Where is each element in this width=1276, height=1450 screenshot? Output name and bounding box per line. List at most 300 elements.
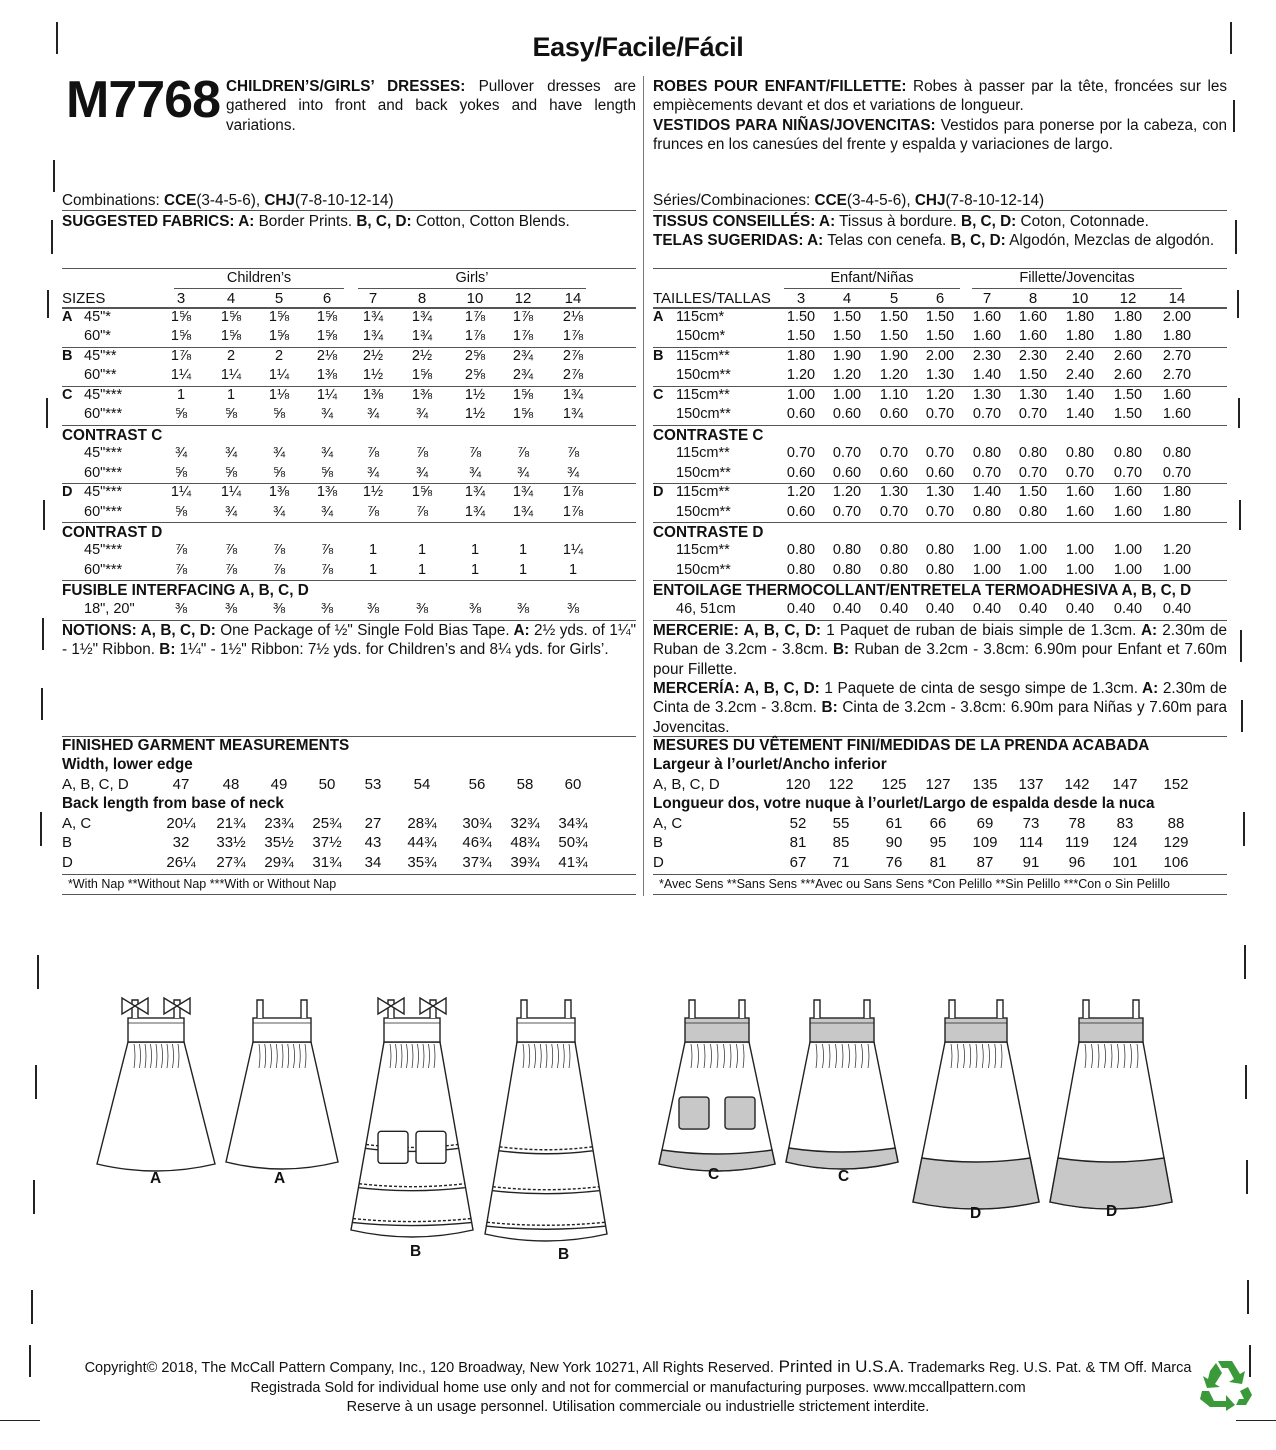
back-length-label: Longueur dos, votre nuque à l’ourlet/Largo de espalda desde la nuca xyxy=(653,795,1155,812)
table-cell: 1.20 xyxy=(879,367,909,384)
table-cell: ⅞ xyxy=(272,542,286,559)
rule xyxy=(784,288,960,289)
description-en-text: Pullover dresses are gathered into front and back yokes and have length variations. xyxy=(226,78,636,134)
fabrics-heading: TISSUS CONSEILLÉS: xyxy=(653,213,816,230)
measurement-cell: 54 xyxy=(413,776,431,793)
table-cell: 2⅞ xyxy=(562,367,584,384)
table-cell: 1¾ xyxy=(362,309,384,325)
fabrics-en xyxy=(62,212,570,231)
table-cell: 2.40 xyxy=(1065,347,1095,364)
table-cell: 1¾ xyxy=(464,484,486,501)
row-label: B xyxy=(653,834,664,852)
table-cell: 1¾ xyxy=(411,328,433,345)
table-cell: 0.80 xyxy=(925,542,955,559)
table-cell: ⅞ xyxy=(224,542,238,559)
table-cell: 1 xyxy=(176,386,186,403)
measurement-cell: 35¾ xyxy=(407,853,437,871)
view-label: A xyxy=(62,309,73,325)
table-cell: ⅝ xyxy=(224,464,238,481)
dress-drawing-B-back xyxy=(485,1000,607,1241)
table-cell: 1⅞ xyxy=(512,328,534,345)
dress-drawing-C-back xyxy=(786,1000,898,1169)
table-cell: 1⅞ xyxy=(562,328,584,345)
table-cell: 2.30 xyxy=(972,347,1002,364)
table-cell: 0.40 xyxy=(1065,600,1095,617)
notions-es xyxy=(653,679,1227,737)
table-cell: 1.60 xyxy=(1065,503,1095,520)
table-cell: ¾ xyxy=(366,406,380,423)
table-cell: 1.30 xyxy=(925,484,955,501)
row-label: A, B, C, D xyxy=(653,776,720,793)
table-cell: 1.80 xyxy=(1162,328,1192,345)
table-cell: 2⅛ xyxy=(562,309,584,325)
table-cell: 1.20 xyxy=(832,484,862,501)
description-fr xyxy=(653,77,1227,116)
rule xyxy=(62,580,636,581)
row-label: A, C xyxy=(62,815,92,832)
nap-footnote: *With Nap **Without Nap ***With or Without Nap xyxy=(68,877,337,891)
measurement-cell: 50¾ xyxy=(558,834,588,852)
table-cell: 1⅝ xyxy=(411,367,433,384)
table-cell: 1.40 xyxy=(1065,406,1095,423)
rule xyxy=(653,268,1227,269)
measurement-cell: 44¾ xyxy=(407,834,437,852)
table-cell: 0.80 xyxy=(786,542,816,559)
measurement-cell: 21¾ xyxy=(216,815,246,832)
notion-text: 2.30m de Cinta de 3.2cm - 3.8cm. xyxy=(653,680,1228,717)
table-cell: 2.60 xyxy=(1113,367,1143,384)
size-header: 3 xyxy=(176,290,186,307)
measurement-cell: 106 xyxy=(1163,853,1189,871)
notions-fr xyxy=(653,621,1227,679)
table-cell: 0.40 xyxy=(786,600,816,617)
view-caption: C xyxy=(838,1168,850,1185)
measurement-cell: 87 xyxy=(976,853,994,871)
table-cell: 1⅜ xyxy=(362,386,384,403)
table-cell: ⅝ xyxy=(272,406,286,423)
fabric-text: Tissus à bordure. xyxy=(835,213,957,230)
table-cell: 0.60 xyxy=(925,464,955,481)
size-header: 4 xyxy=(226,290,236,307)
table-cell: 0.70 xyxy=(1162,464,1192,481)
table-cell: 1.00 xyxy=(786,386,816,403)
table-cell: 2.70 xyxy=(1162,367,1192,384)
table-cell: 0.80 xyxy=(879,542,909,559)
view-label: D xyxy=(653,484,664,501)
table-cell: 0.40 xyxy=(1113,600,1143,617)
table-cell: 1⅜ xyxy=(316,367,338,384)
table-cell: ⅞ xyxy=(320,542,334,559)
table-cell: 2.70 xyxy=(1162,347,1192,364)
measurement-cell: 35½ xyxy=(264,834,294,852)
combination-code: CCE xyxy=(814,192,847,209)
table-cell: 1.50 xyxy=(879,328,909,345)
table-cell: ¾ xyxy=(174,445,188,462)
notion-text: 2½ yds. of 1¼" - 1½" Ribbon. xyxy=(62,622,637,659)
table-cell: 1.10 xyxy=(879,386,909,403)
measurement-cell: 34 xyxy=(364,853,382,871)
table-cell: 2.30 xyxy=(1018,347,1048,364)
combination-code: CCE xyxy=(164,192,197,209)
table-cell: ⅜ xyxy=(566,600,580,617)
table-section-heading: FUSIBLE INTERFACING A, B, C, D xyxy=(62,582,309,600)
description-es xyxy=(653,116,1227,155)
table-cell: 0.70 xyxy=(879,503,909,520)
table-cell: ¾ xyxy=(272,445,286,462)
measurement-cell: 83 xyxy=(1116,815,1134,832)
table-cell: 0.60 xyxy=(879,406,909,423)
combinations-label: Séries/Combinaciones: xyxy=(653,192,815,209)
table-cell: 1¼ xyxy=(220,484,242,501)
table-cell: 1.00 xyxy=(1162,561,1192,578)
table-cell: 1.50 xyxy=(786,309,816,325)
table-cell: 2.40 xyxy=(1065,367,1095,384)
row-label: D xyxy=(62,853,73,871)
dress-drawing-A xyxy=(97,998,215,1171)
table-cell: 1½ xyxy=(464,406,486,423)
table-cell: ¾ xyxy=(566,464,580,481)
table-cell: ⅜ xyxy=(516,600,530,617)
table-cell: 0.70 xyxy=(925,445,955,462)
size-header: 14 xyxy=(564,290,582,307)
fabric-width-label: 18", 20" xyxy=(84,600,135,617)
table-cell: 1 xyxy=(417,561,427,578)
table-cell: ⅞ xyxy=(415,503,429,520)
table-cell: 0.80 xyxy=(1018,503,1048,520)
nap-footnote: *Avec Sens **Sans Sens ***Avec ou Sans Sens *Con Pelillo **Sin Pelillo ***Con o Sin Pelillo xyxy=(659,877,1170,891)
table-cell: 0.80 xyxy=(1162,445,1192,462)
table-cell: 1.00 xyxy=(972,561,1002,578)
view-label: A: xyxy=(815,213,836,230)
table-cell: 1.40 xyxy=(1065,386,1095,403)
table-cell: 1.80 xyxy=(1113,309,1143,325)
row-label: D xyxy=(653,853,664,871)
table-cell: 1 xyxy=(470,561,480,578)
fabrics-heading: TELAS SUGERIDAS: xyxy=(653,232,804,249)
notion-text: 2.30m de Ruban de 3.2cm - 3.8cm. xyxy=(653,622,1228,659)
table-cell: 1.20 xyxy=(925,386,955,403)
description-en-heading: CHILDREN’S/GIRLS’ DRESSES: xyxy=(226,78,466,95)
width-lower-edge-label: Width, lower edge xyxy=(62,756,193,773)
rule xyxy=(62,425,636,426)
table-cell: 1¼ xyxy=(268,367,290,384)
fabric-width-label: 115cm* xyxy=(676,309,725,325)
measurement-cell: 152 xyxy=(1163,776,1189,793)
table-cell: 1¾ xyxy=(464,503,486,520)
table-cell: ¾ xyxy=(320,445,334,462)
table-cell: 1.30 xyxy=(925,367,955,384)
table-cell: 1⅝ xyxy=(170,328,192,345)
table-cell: 1.60 xyxy=(1113,484,1143,501)
rule xyxy=(653,894,1227,895)
measurement-cell: 85 xyxy=(832,834,850,852)
table-cell: ⅜ xyxy=(320,600,334,617)
size-header: 10 xyxy=(466,290,484,307)
fabric-text: Coton, Cotonnade. xyxy=(1016,213,1149,230)
view-label: A: xyxy=(803,232,824,249)
table-cell: ⅞ xyxy=(224,561,238,578)
table-cell: 1 xyxy=(518,561,528,578)
view-label: B xyxy=(62,347,73,364)
table-cell: 1⅞ xyxy=(464,309,486,325)
size-header: 7 xyxy=(982,290,992,307)
fabric-width-label: 60"*** xyxy=(84,406,123,423)
table-cell: ⅜ xyxy=(366,600,380,617)
table-cell: ¾ xyxy=(516,464,530,481)
table-cell: 0.70 xyxy=(1018,464,1048,481)
measurement-cell: 91 xyxy=(1022,853,1040,871)
measurement-cell: 66 xyxy=(929,815,947,832)
dress-drawing-B xyxy=(351,998,473,1237)
table-cell: 1⅞ xyxy=(170,347,192,364)
table-cell: 1.50 xyxy=(1018,484,1048,501)
table-section-heading: ENTOILAGE THERMOCOLLANT/ENTRETELA TERMOADHESIVA A, B, C, D xyxy=(653,582,1192,600)
rule xyxy=(62,483,636,484)
notion-text: Cinta de 3.2cm - 3.8cm: 6.90m para Niñas y 7.60m para Jovencitas. xyxy=(653,699,1227,736)
table-cell: ⅞ xyxy=(516,445,530,462)
table-cell: 1.30 xyxy=(972,386,1002,403)
size-header: 10 xyxy=(1071,290,1089,307)
table-cell: 1½ xyxy=(464,386,486,403)
combinations-label: Combinations: xyxy=(62,192,165,209)
notion-text: 1¼" - 1½" Ribbon: 7½ yds. for Children’s and 8¼ yds. for Girls’. xyxy=(175,641,609,659)
table-cell: 0.70 xyxy=(1018,406,1048,423)
table-cell: 1⅝ xyxy=(316,328,338,345)
garment-drawings xyxy=(0,980,1276,1270)
table-cell: 1.00 xyxy=(972,542,1002,559)
size-header: 12 xyxy=(514,290,532,307)
table-cell: 0.70 xyxy=(1065,464,1095,481)
measurement-cell: 137 xyxy=(1018,776,1044,793)
measurement-cell: 27 xyxy=(364,815,382,832)
combination-sizes: (7-8-10-12-14) xyxy=(945,192,1045,209)
table-cell: ⅞ xyxy=(174,561,188,578)
view-label: A, B, C, D: xyxy=(136,622,216,639)
measurement-cell: 147 xyxy=(1112,776,1138,793)
table-cell: 2.00 xyxy=(925,347,955,364)
table-cell: 0.40 xyxy=(1162,600,1192,617)
table-cell: 0.70 xyxy=(925,406,955,423)
table-cell: 1⅝ xyxy=(220,328,242,345)
finished-measurements-heading: MESURES DU VÊTEMENT FINI/MEDIDAS DE LA PRENDA ACABADA xyxy=(653,737,1150,754)
table-cell: 1⅝ xyxy=(220,309,242,325)
table-cell: 0.80 xyxy=(1018,445,1048,462)
fabric-width-label: 115cm** xyxy=(676,347,730,364)
table-cell: 1.90 xyxy=(879,347,909,364)
fabric-text: Cotton, Cotton Blends. xyxy=(411,213,570,230)
table-cell: 1.60 xyxy=(1162,386,1192,403)
table-cell: 1.80 xyxy=(1065,328,1095,345)
size-header: 5 xyxy=(889,290,899,307)
measurement-cell: 124 xyxy=(1112,834,1138,852)
table-cell: 0.60 xyxy=(786,503,816,520)
table-cell: 1.80 xyxy=(1113,328,1143,345)
rule xyxy=(653,522,1227,523)
view-label: A: xyxy=(509,622,530,639)
measurement-cell: 48 xyxy=(222,776,240,793)
combination-sizes: (7-8-10-12-14) xyxy=(294,192,394,209)
table-cell: 1.00 xyxy=(1113,542,1143,559)
table-cell: 2⅝ xyxy=(464,367,486,384)
table-cell: 0.60 xyxy=(786,406,816,423)
measurement-cell: 31¾ xyxy=(312,853,342,871)
size-group-header: Enfant/Niñas xyxy=(830,270,914,286)
sizes-label: SIZES xyxy=(62,290,106,307)
rule xyxy=(972,288,1182,289)
fabric-width-label: 45"*** xyxy=(84,445,123,462)
measurement-cell: 52 xyxy=(789,815,807,832)
table-cell: 0.60 xyxy=(786,464,816,481)
table-cell: 1.30 xyxy=(879,484,909,501)
size-header: 6 xyxy=(935,290,945,307)
table-cell: ⅜ xyxy=(174,600,188,617)
table-cell: 1.60 xyxy=(1113,503,1143,520)
fabric-width-label: 60"** xyxy=(84,367,117,384)
fabric-width-label: 150cm** xyxy=(676,561,731,578)
measurement-cell: 37½ xyxy=(312,834,342,852)
table-cell: 1 xyxy=(368,542,378,559)
view-label: A: xyxy=(1137,680,1159,697)
measurement-cell: 41¾ xyxy=(558,853,588,871)
measurement-cell: 122 xyxy=(828,776,854,793)
fabric-width-label: 150cm** xyxy=(676,367,731,384)
measurement-cell: 30¾ xyxy=(462,815,492,832)
table-cell: 1.00 xyxy=(1113,561,1143,578)
notion-text: One Package of ½" Single Fold Bias Tape. xyxy=(215,622,510,639)
table-cell: 1.80 xyxy=(1162,484,1192,501)
notions-heading: MERCERÍA: xyxy=(653,680,740,697)
table-cell: 0.70 xyxy=(925,503,955,520)
size-header: 14 xyxy=(1168,290,1186,307)
fabric-width-label: 46, 51cm xyxy=(676,600,736,617)
table-cell: 2⅛ xyxy=(316,347,338,364)
table-cell: 1½ xyxy=(362,367,384,384)
table-cell: 0.80 xyxy=(832,542,862,559)
measurement-cell: 23¾ xyxy=(264,815,294,832)
table-cell: 0.70 xyxy=(972,406,1002,423)
table-cell: 0.70 xyxy=(879,445,909,462)
table-cell: 0.40 xyxy=(832,600,862,617)
combinations-fr xyxy=(653,191,1044,210)
size-group-header: Children’s xyxy=(226,270,292,286)
rule xyxy=(653,580,1227,581)
measurement-cell: 81 xyxy=(789,834,807,852)
dress-drawing-C xyxy=(659,1000,775,1171)
table-cell: 1⅜ xyxy=(316,484,338,501)
table-cell: 1¾ xyxy=(512,484,534,501)
dress-drawing-D-back xyxy=(1050,1000,1172,1209)
description-es-text: Vestidos para ponerse por la cabeza, con frunces en los canesúes del frente y espalda y variaciones de largo. xyxy=(653,117,1227,154)
table-section-heading: CONTRAST C xyxy=(62,426,163,444)
view-caption: D xyxy=(1106,1203,1118,1220)
table-cell: 1 xyxy=(417,542,427,559)
measurement-cell: 95 xyxy=(929,834,947,852)
measurement-cell: 120 xyxy=(785,776,811,793)
table-cell: 1⅜ xyxy=(268,484,290,501)
sizes-label: TAILLES/TALLAS xyxy=(653,290,771,307)
table-cell: 1.80 xyxy=(1065,309,1095,325)
view-label: B: xyxy=(155,641,176,659)
view-label: C xyxy=(653,386,664,403)
table-cell: 2¾ xyxy=(512,347,534,364)
measurement-cell: 90 xyxy=(885,834,903,852)
table-section-heading: CONTRASTE C xyxy=(653,426,764,444)
measurement-cell: 20¼ xyxy=(166,815,196,832)
rule xyxy=(358,288,586,289)
table-cell: 1.80 xyxy=(786,347,816,364)
table-cell: ⅝ xyxy=(320,464,334,481)
measurement-cell: 78 xyxy=(1068,815,1086,832)
trademark-text: Trademarks Reg. U.S. Pat. & TM Off. Marca xyxy=(904,1360,1192,1376)
table-cell: ⅝ xyxy=(174,503,188,520)
measurement-cell: 46¾ xyxy=(462,834,492,852)
table-cell: 1.50 xyxy=(1113,386,1143,403)
fabrics-fr xyxy=(653,212,1149,231)
view-label: B, C, D: xyxy=(956,213,1017,230)
table-cell: ¾ xyxy=(415,464,429,481)
view-label: A: xyxy=(234,213,255,230)
measurement-cell: 43 xyxy=(364,834,382,852)
table-cell: ⅞ xyxy=(366,503,380,520)
view-label: B, C, D: xyxy=(946,232,1006,249)
measurement-cell: 135 xyxy=(972,776,998,793)
table-cell: 1.60 xyxy=(972,309,1002,325)
table-cell: ¾ xyxy=(320,406,334,423)
table-cell: 1⅝ xyxy=(316,309,338,325)
table-cell: ⅞ xyxy=(174,542,188,559)
fabric-width-label: 115cm** xyxy=(676,445,730,462)
measurement-cell: 60 xyxy=(564,776,582,793)
measurement-cell: 76 xyxy=(885,853,903,871)
size-header: 6 xyxy=(322,290,332,307)
table-cell: ⅝ xyxy=(272,464,286,481)
table-cell: 1.60 xyxy=(1162,406,1192,423)
table-cell: 0.80 xyxy=(832,561,862,578)
measurement-cell: 119 xyxy=(1065,834,1089,852)
table-cell: 1⅜ xyxy=(411,386,433,403)
table-cell: 2⅝ xyxy=(464,347,486,364)
measurement-cell: 39¾ xyxy=(510,853,540,871)
description-fr-heading: ROBES POUR ENFANT/FILLETTE: xyxy=(653,78,907,95)
table-cell: 1¼ xyxy=(170,367,192,384)
measurement-cell: 114 xyxy=(1019,834,1043,852)
fabric-width-label: 45"*** xyxy=(84,386,123,403)
table-cell: ¾ xyxy=(468,464,482,481)
footer-line-2: Registrada Sold for individual home use only and not for commercial or manufacturing purposes. www.mccallpattern.com xyxy=(250,1380,1026,1396)
fabrics-heading: SUGGESTED FABRICS: xyxy=(62,213,235,230)
table-cell: 0.60 xyxy=(879,464,909,481)
table-cell: ¾ xyxy=(320,503,334,520)
combination-sizes: (3-4-5-6), xyxy=(196,192,265,209)
measurement-cell: 69 xyxy=(976,815,994,832)
table-cell: 2½ xyxy=(411,347,433,364)
fabrics-es xyxy=(653,231,1227,250)
rule xyxy=(62,347,636,348)
table-cell: ⅝ xyxy=(174,406,188,423)
table-cell: 1.40 xyxy=(972,367,1002,384)
table-cell: 1⅝ xyxy=(512,406,534,423)
fabric-width-label: 60"*** xyxy=(84,503,123,520)
fabric-width-label: 150cm* xyxy=(676,328,726,345)
table-cell: 1⅝ xyxy=(170,309,192,325)
finished-measurements-heading: FINISHED GARMENT MEASUREMENTS xyxy=(62,737,350,754)
table-cell: 1.50 xyxy=(1018,367,1048,384)
measurement-cell: 127 xyxy=(925,776,951,793)
measurement-cell: 58 xyxy=(516,776,534,793)
column-divider xyxy=(643,76,644,896)
measurement-cell: 26¼ xyxy=(166,853,196,871)
rule xyxy=(174,288,344,289)
